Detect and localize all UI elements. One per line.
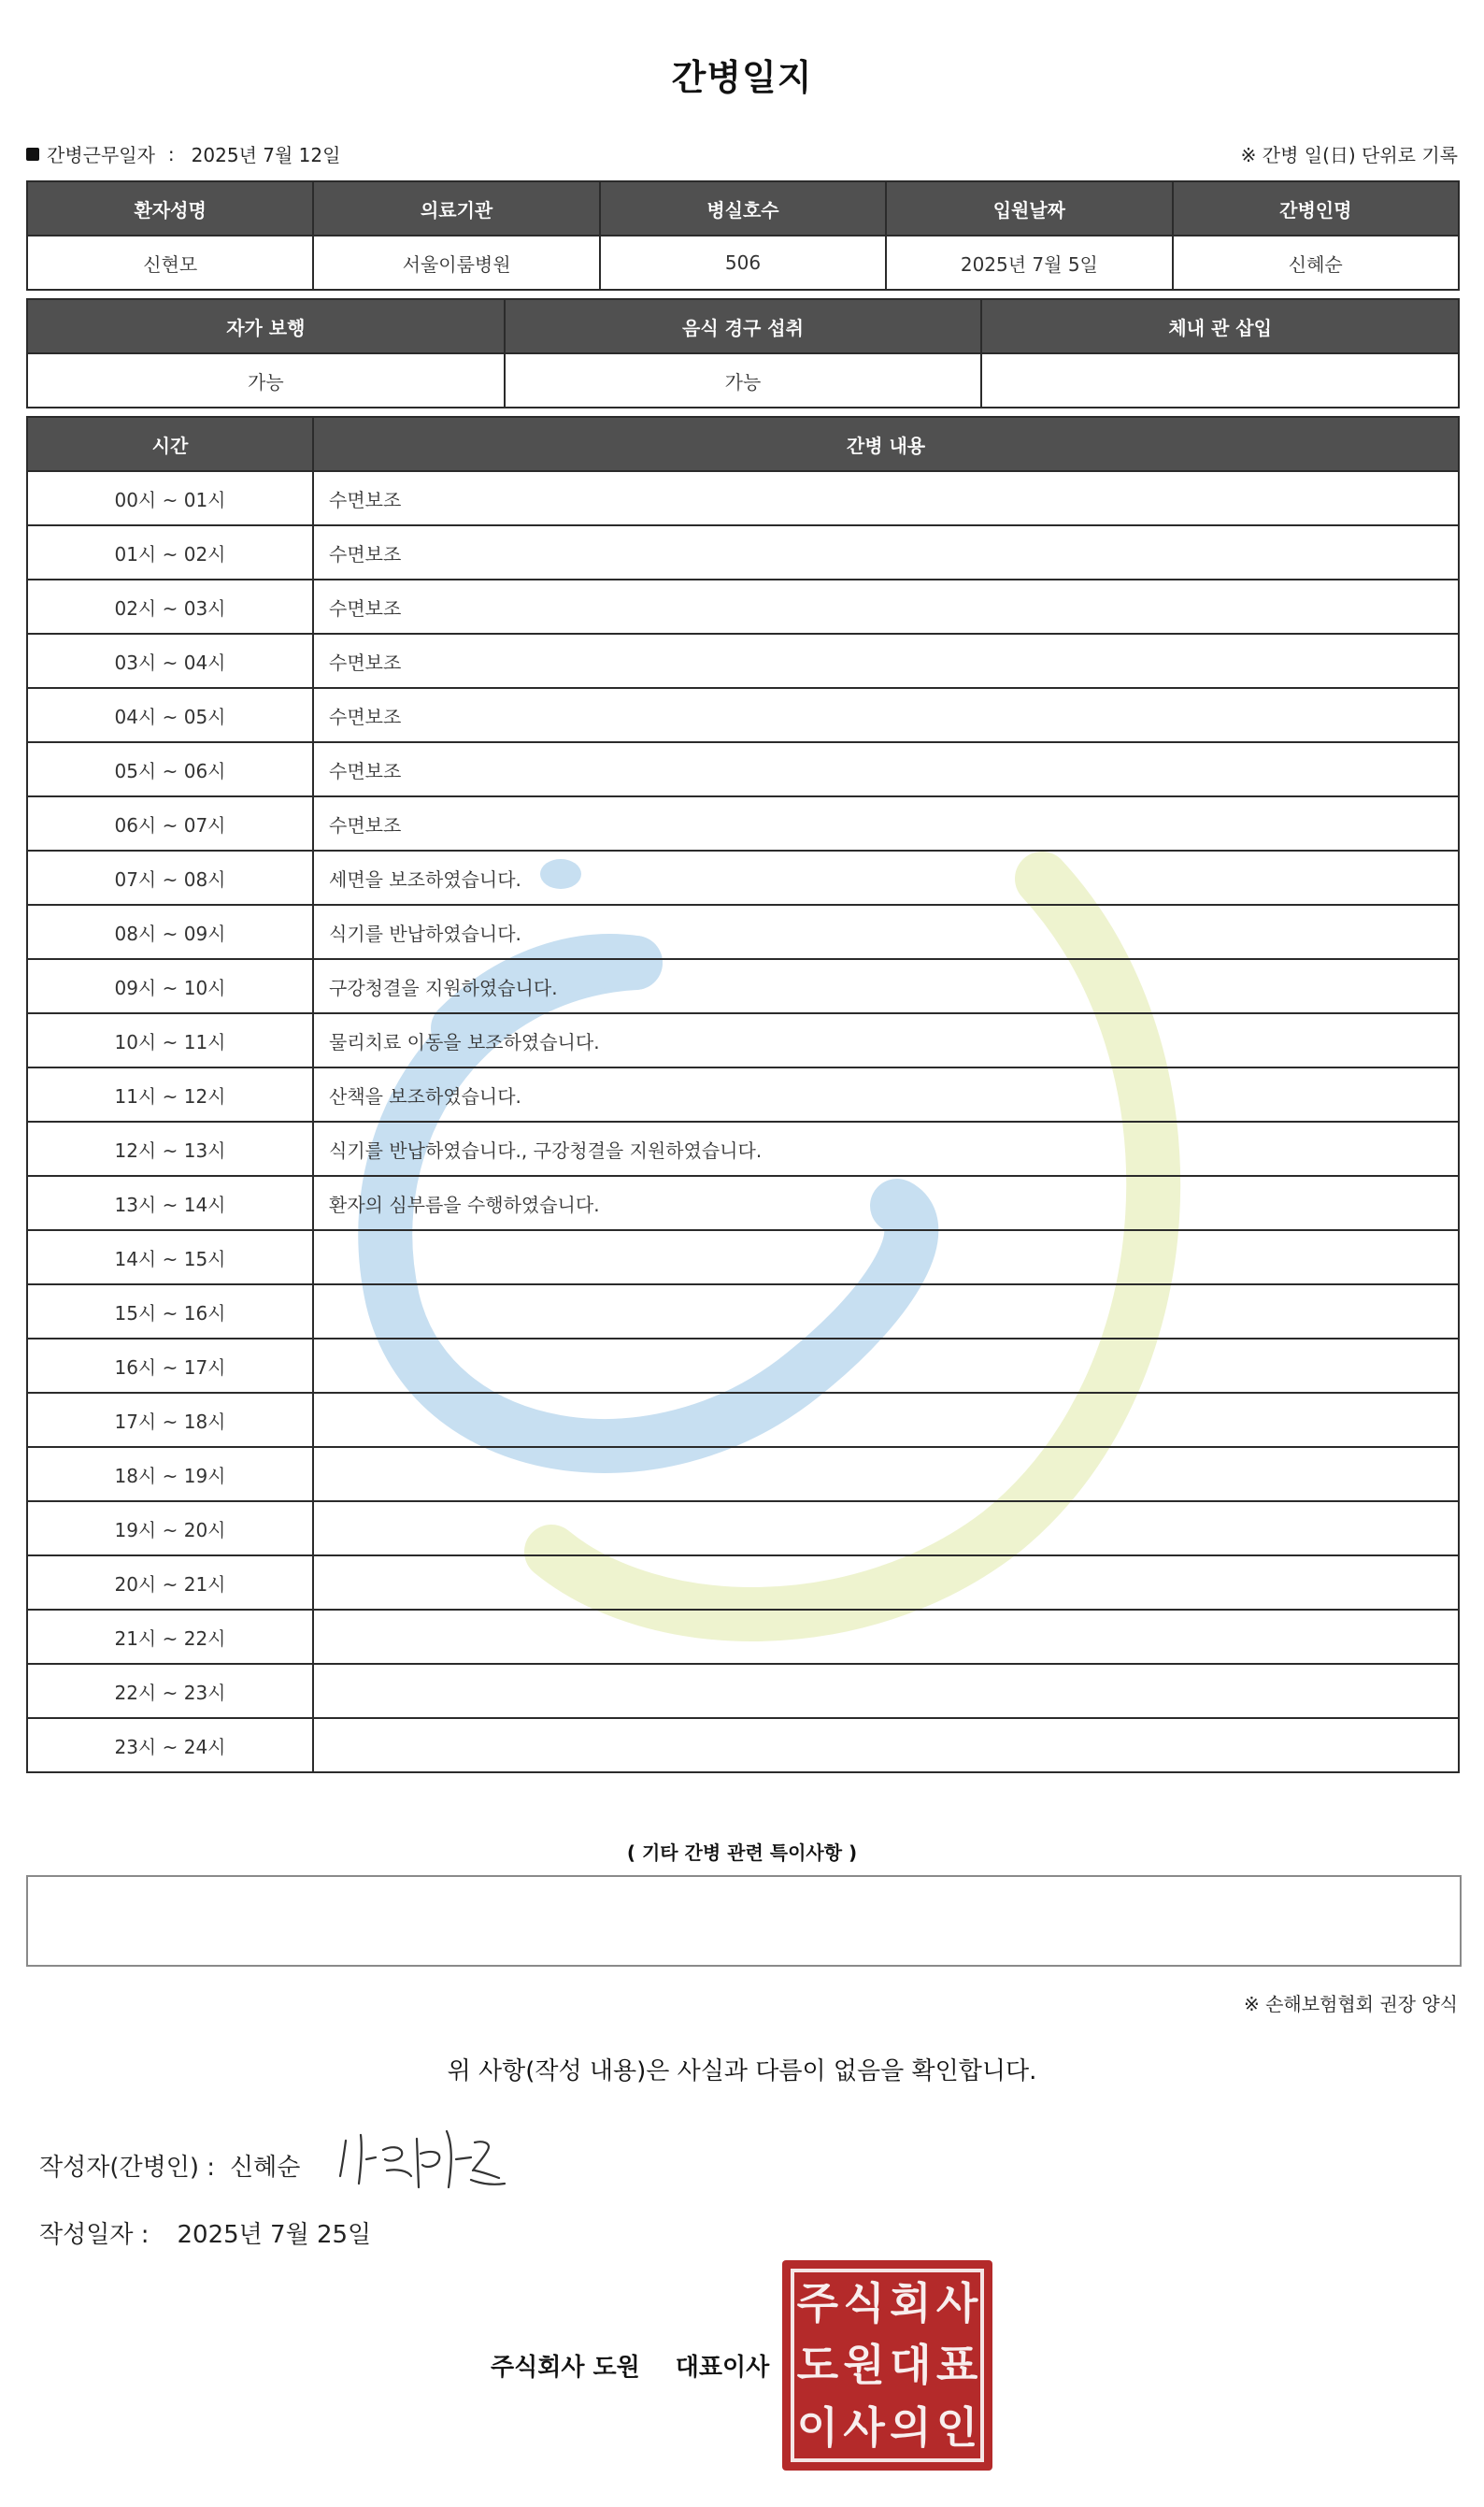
care-log-time: 22시 ~ 23시 [27, 1664, 313, 1718]
care-log-content: 수면보조 [313, 525, 1459, 580]
care-log-row [27, 580, 1459, 634]
admission-date: 2025년 7월 5일 [886, 236, 1172, 290]
care-log-time: 11시 ~ 12시 [27, 1067, 313, 1122]
patient-info-value-row [27, 236, 1459, 290]
signature-image [335, 2122, 512, 2197]
header-caregiver-name: 간병인명 [1173, 181, 1459, 236]
care-log-row [27, 1447, 1459, 1501]
care-log-row [27, 1013, 1459, 1067]
work-date [26, 140, 340, 167]
seal-character: 사 [843, 2401, 885, 2453]
care-log-content [313, 1284, 1459, 1339]
care-log-table [26, 416, 1460, 1773]
care-log-time: 20시 ~ 21시 [27, 1555, 313, 1610]
care-log-row [27, 471, 1459, 525]
seal-character: 식 [843, 2278, 885, 2329]
patient-info-header-row [27, 181, 1459, 236]
care-log-content: 물리치료 이동을 보조하였습니다. [313, 1013, 1459, 1067]
seal-character: 의 [890, 2401, 932, 2453]
care-log-row [27, 1501, 1459, 1555]
seal-character: 회 [890, 2278, 932, 2329]
care-log-content: 세면을 보조하였습니다. [313, 851, 1459, 905]
header-care-content: 간병 내용 [313, 417, 1459, 471]
care-log-time: 02시 ~ 03시 [27, 580, 313, 634]
care-log-row [27, 525, 1459, 580]
written-date-label: 작성일자 : [39, 2221, 150, 2249]
seal-character: 원 [843, 2340, 885, 2391]
seal-character-grid [791, 2269, 984, 2462]
care-log-time: 07시 ~ 08시 [27, 851, 313, 905]
care-log-content: 수면보조 [313, 580, 1459, 634]
care-log-row [27, 959, 1459, 1013]
writer-name: 신혜순 [230, 2154, 301, 2182]
care-log-row [27, 742, 1459, 796]
care-log-body [27, 471, 1459, 1772]
document-title: 간병일지 [671, 57, 813, 98]
care-log-time: 23시 ~ 24시 [27, 1718, 313, 1772]
care-log-time: 19시 ~ 20시 [27, 1501, 313, 1555]
care-log-row [27, 688, 1459, 742]
care-log-content [313, 1664, 1459, 1718]
header-self-walking: 자가 보행 [27, 299, 505, 353]
care-log-time: 15시 ~ 16시 [27, 1284, 313, 1339]
writer-label: 작성자(간병인) : [39, 2154, 216, 2182]
hospital: 서울이룸병원 [313, 236, 599, 290]
room-number: 506 [600, 236, 886, 290]
care-log-content: 식기를 반납하였습니다., 구강청결을 지원하였습니다. [313, 1122, 1459, 1176]
care-log-row [27, 1610, 1459, 1664]
care-log-content: 산책을 보조하였습니다. [313, 1067, 1459, 1122]
care-log-row [27, 796, 1459, 851]
seal-character: 인 [935, 2401, 978, 2453]
seal-character: 도 [796, 2340, 839, 2391]
care-log-time: 18시 ~ 19시 [27, 1447, 313, 1501]
company-line [491, 2348, 769, 2383]
seal-character: 대 [890, 2340, 932, 2391]
care-log-row [27, 634, 1459, 688]
care-log-content: 수면보조 [313, 742, 1459, 796]
care-log-content [313, 1610, 1459, 1664]
care-log-time: 12시 ~ 13시 [27, 1122, 313, 1176]
work-date-row [26, 140, 1458, 168]
care-log-time: 17시 ~ 18시 [27, 1393, 313, 1447]
care-log-time: 04시 ~ 05시 [27, 688, 313, 742]
caregiver-name: 신혜순 [1173, 236, 1459, 290]
representative-title: 대표이사 [675, 2354, 770, 2382]
care-log-content: 환자의 심부름을 수행하였습니다. [313, 1176, 1459, 1230]
seal-character: 표 [935, 2340, 978, 2391]
care-log-time: 05시 ~ 06시 [27, 742, 313, 796]
care-log-row [27, 1122, 1459, 1176]
care-log-time: 16시 ~ 17시 [27, 1339, 313, 1393]
special-notes-box [26, 1875, 1462, 1967]
work-date-value: 2025년 7월 12일 [191, 144, 341, 166]
care-log-content [313, 1393, 1459, 1447]
care-log-row [27, 1339, 1459, 1393]
seal-character: 주 [796, 2278, 839, 2329]
care-log-time: 09시 ~ 10시 [27, 959, 313, 1013]
patient-info-table [26, 180, 1460, 291]
recommendation-note: ※ 손해보험협회 권장 양식 [1243, 1993, 1458, 2015]
care-log-row [27, 1176, 1459, 1230]
condition-info-table [26, 298, 1460, 408]
written-date-value: 2025년 7월 25일 [177, 2221, 372, 2249]
oral-intake: 가능 [505, 353, 982, 408]
care-log-time: 03시 ~ 04시 [27, 634, 313, 688]
care-log-row [27, 1393, 1459, 1447]
care-log-content: 수면보조 [313, 634, 1459, 688]
header-time: 시간 [27, 417, 313, 471]
care-log-header-row [27, 417, 1459, 471]
care-log-content [313, 1230, 1459, 1284]
care-log-time: 13시 ~ 14시 [27, 1176, 313, 1230]
care-log-time: 06시 ~ 07시 [27, 796, 313, 851]
work-date-label: 간병근무일자 [47, 144, 155, 166]
company-seal-stamp [782, 2260, 992, 2471]
self-walking: 가능 [27, 353, 505, 408]
header-admission-date: 입원날짜 [886, 181, 1172, 236]
care-log-time: 01시 ~ 02시 [27, 525, 313, 580]
condition-info-value-row [27, 353, 1459, 408]
header-room-number: 병실호수 [600, 181, 886, 236]
confirmation-statement: 위 사항(작성 내용)은 사실과 다름이 없음을 확인합니다. [447, 2057, 1037, 2085]
care-log-content: 구강청결을 지원하였습니다. [313, 959, 1459, 1013]
header-patient-name: 환자성명 [27, 181, 313, 236]
care-log-content [313, 1501, 1459, 1555]
written-date-line [39, 2215, 371, 2250]
care-log-content [313, 1447, 1459, 1501]
condition-info-header-row [27, 299, 1459, 353]
tube-insertion [981, 353, 1459, 408]
care-log-time: 00시 ~ 01시 [27, 471, 313, 525]
care-log-time: 21시 ~ 22시 [27, 1610, 313, 1664]
care-log-row [27, 1067, 1459, 1122]
header-tube-insertion: 체내 관 삽입 [981, 299, 1459, 353]
care-log-time: 14시 ~ 15시 [27, 1230, 313, 1284]
care-log-row [27, 1230, 1459, 1284]
work-date-separator: : [167, 142, 175, 165]
patient-name: 신현모 [27, 236, 313, 290]
special-notes-title: ( 기타 간병 관련 특이사항 ) [626, 1841, 858, 1864]
writer-line [39, 2148, 300, 2183]
record-note: ※ 간병 일(日) 단위로 기록 [1240, 144, 1458, 166]
care-log-row [27, 1664, 1459, 1718]
bullet-square-icon [26, 148, 39, 161]
care-log-content: 식기를 반납하였습니다. [313, 905, 1459, 959]
care-log-content [313, 1718, 1459, 1772]
care-log-time: 10시 ~ 11시 [27, 1013, 313, 1067]
seal-character: 사 [935, 2278, 978, 2329]
care-log-row [27, 1718, 1459, 1772]
care-log-row [27, 1555, 1459, 1610]
care-log-content: 수면보조 [313, 471, 1459, 525]
care-log-content [313, 1339, 1459, 1393]
care-log-content [313, 1555, 1459, 1610]
care-log-row [27, 851, 1459, 905]
care-log-row [27, 905, 1459, 959]
header-oral-intake: 음식 경구 섭취 [505, 299, 982, 353]
header-hospital: 의료기관 [313, 181, 599, 236]
care-log-content: 수면보조 [313, 796, 1459, 851]
care-log-time: 08시 ~ 09시 [27, 905, 313, 959]
seal-character: 이 [796, 2401, 839, 2453]
company-name: 주식회사 도원 [491, 2354, 640, 2382]
care-log-row [27, 1284, 1459, 1339]
care-log-content: 수면보조 [313, 688, 1459, 742]
